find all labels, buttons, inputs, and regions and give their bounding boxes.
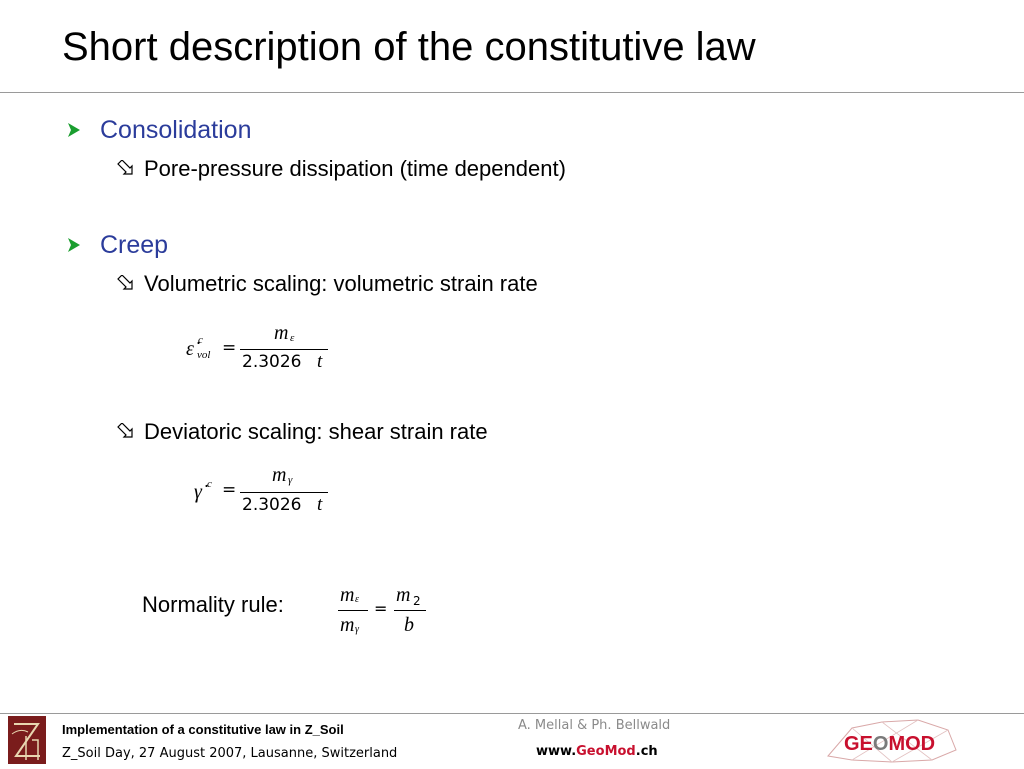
geomod-logo-text: GEOMOD (844, 733, 936, 755)
section-heading: Creep (100, 230, 169, 259)
zsoil-logo-graphic (8, 716, 46, 764)
footer-url[interactable] (536, 744, 658, 759)
eq-right-fraction-bar (394, 610, 426, 611)
url-suffix: .ch (635, 744, 658, 759)
sub-bullet-volumetric (116, 270, 538, 298)
sub-bullet-label: Deviatoric scaling: shear strain rate (144, 419, 488, 444)
eq-equals: = (222, 480, 237, 500)
zsoil-logo (8, 716, 46, 764)
eq-denominator-num: 2.3026 (242, 352, 302, 372)
eq-denominator-var: t (317, 351, 323, 372)
hollow-arrow-icon (116, 160, 138, 178)
sub-bullet-pore-pressure (116, 155, 566, 183)
eq-lhs-sub: vol (197, 349, 211, 361)
eq-right-num-m: m (396, 584, 411, 606)
eq-right-num-sub: 2 (413, 594, 421, 608)
hollow-arrow-icon (116, 275, 138, 293)
geomod-logo (822, 716, 962, 766)
sub-bullet-label: Pore-pressure dissipation (time dependent) (144, 156, 566, 181)
section-heading: Consolidation (100, 115, 252, 144)
eq-fraction-bar (240, 492, 328, 493)
url-geo: Geo (576, 744, 605, 759)
equation-normality (334, 584, 434, 640)
eq-numerator-sub: γ (288, 474, 293, 486)
slide-title: Short description of the constitutive law (62, 25, 756, 69)
arrow-bullet-icon (66, 122, 82, 138)
eq-left-num-sub: ε (355, 594, 359, 605)
normality-rule-label: Normality rule: (142, 592, 284, 617)
url-mod: Mod (604, 744, 636, 759)
equation-volumetric (180, 322, 350, 378)
footer-subtitle: Z_Soil Day, 27 August 2007, Lausanne, Switzerland (62, 746, 398, 761)
footer-divider (0, 713, 1024, 714)
eq-denominator-var: t (317, 494, 323, 515)
eq-equals: = (374, 599, 388, 618)
eq-numerator-m: m (274, 322, 289, 344)
eq-lhs-symbol: γ̇ (194, 481, 202, 503)
eq-numerator-m: m (272, 464, 287, 486)
url-prefix: www. (536, 744, 577, 759)
bullet-consolidation (66, 115, 252, 145)
eq-denominator-num: 2.3026 (242, 495, 302, 515)
sub-bullet-label: Volumetric scaling: volumetric strain rate (144, 271, 538, 296)
hollow-arrow-icon (116, 423, 138, 441)
arrow-bullet-icon (66, 237, 82, 253)
eq-left-den-m: m (340, 614, 355, 636)
eq-fraction-bar (240, 349, 328, 350)
sub-bullet-deviatoric (116, 418, 488, 446)
eq-lhs-sup: c (198, 334, 203, 346)
eq-left-fraction-bar (338, 610, 368, 611)
footer-authors: A. Mellal & Ph. Bellwald (518, 718, 671, 733)
eq-numerator-sub: ε (290, 332, 295, 344)
eq-equals: = (222, 338, 237, 358)
title-divider (0, 92, 1024, 93)
equation-deviatoric (180, 464, 350, 520)
eq-lhs-sup: c (207, 478, 212, 490)
eq-lhs-symbol: ε̇ (186, 338, 194, 360)
eq-left-num-m: m (340, 584, 355, 606)
bullet-creep (66, 230, 168, 260)
eq-left-den-sub: γ (355, 624, 359, 635)
footer-title: Implementation of a constitutive law in Z_Soil (62, 722, 344, 737)
eq-right-den: b (404, 614, 414, 636)
